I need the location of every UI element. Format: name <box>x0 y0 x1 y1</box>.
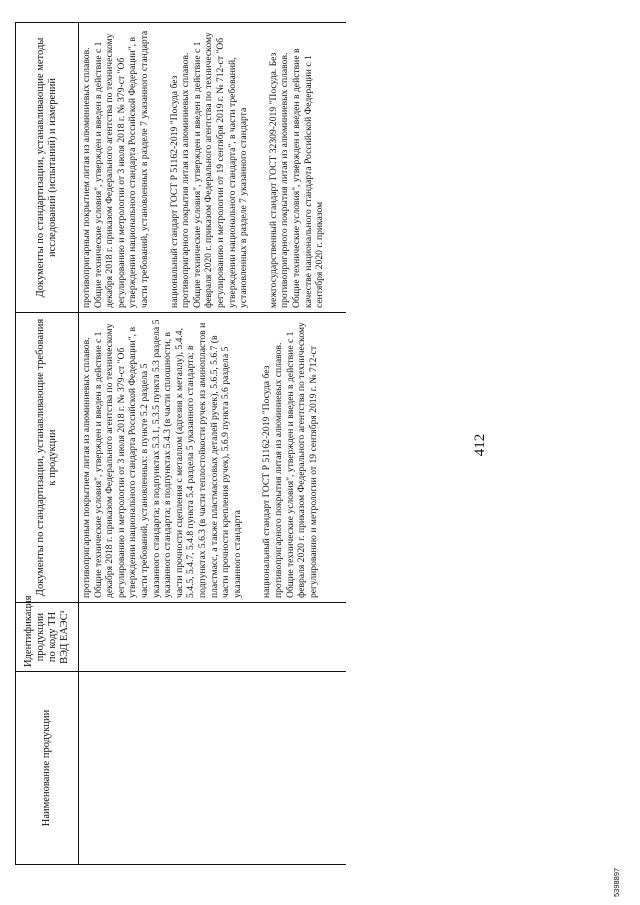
methods-paragraph: национальный стандарт ГОСТ Р 51162-2019 "Посуда без противопригарного покрытия литая из алюминиевых сплавов. Общие технические условия", утвержден и введен в действие с 1 февраля 2020 г. приказом Федерального агентства по техническому регулированию и метрологии от 19 сентября 2019 г. № 712-ст "Об утверждении национального стандарта", в части требований, установленных в разделе 7 указанного стандарта <box>168 32 250 308</box>
cell-requirements <box>79 313 346 603</box>
cell-test-methods <box>79 23 346 313</box>
document-id: 5398897 <box>612 867 621 897</box>
methods-paragraph: противопригарным покрытием литая из алюминиевых сплавов. Общие технические условия", утвержден и введен в действие с 1 декабря 2018 г. приказом Федерального агентства по техническому регулированию и метрологии от 3 июля 2018 г. № 379-ст "Об утверждении национального стандарта Российской Федерации", в части требований, установленных в разделе 7 указанного стандарта <box>81 30 150 308</box>
cell-product-name <box>79 672 346 865</box>
methods-paragraph: межгосударственный стандарт ГОСТ 32309-2019 "Посуда. Без противопригарного покрытия литая из алюминиевых сплавов. Общие технические условия", утвержден и введен в действие в качестве национального стандарта Российской Федерации с 1 сентября 2020 г. приказом <box>267 48 326 308</box>
table-header-row <box>16 23 79 865</box>
page-number: 412 <box>472 433 488 457</box>
standards-table <box>15 22 346 865</box>
requirements-paragraph: противопригарным покрытием литая из алюминиевых сплавов. Общие технические условия", утвержден и введен в действие с 1 декабря 2018 г. приказом Федерального агентства по техническому регулированию и метрологии от 3 июля 2018 г. № 379-ст "Об утверждении национального стандарта Российской Федерации", в части требований, установленных: в пункте 5.2 раздела 5 указанного стандарта; в подпунктах 5.3.1, 5.3.5 пункта 5.3 раздела 5 указанного стандарта; в подпунктах 5.4.3 (в части сплошности, в части прочности сцепления с металлом (адгезия к металлу), 5.4.4, 5.4.5, 5.4.7, 5.4.8 пункта 5.4 раздела 5 указанного стандарта; в подпунктах 5.6.3 (в части теплостойкости ручек из аминопластов и пластмасс, а также пластмассовых деталей ручек), 5.6.5, 5.6.7 (в части прочности крепления ручек), 5.6.9 пункта 5.6 раздела 5 указанного стандарта <box>81 319 243 598</box>
header-test-methods-standards: Документы по стандартизации, устанавливающие методы исследований (испытаний) и измерений <box>16 23 79 313</box>
header-product-name: Наименование продукции <box>16 672 79 865</box>
header-requirements-standards: Документы по стандартизации, устанавливающие требования к продукции <box>16 313 79 603</box>
requirements-paragraph: национальный стандарт ГОСТ Р 51162-2019 "Посуда без противопригарного покрытия литая из алюминиевых сплавов. Общие технические условия", утвержден и введен в действие с 1 февраля 2020 г. приказом Федерального агентства по техническому регулированию и метрологии от 19 сентября 2019 г. № 712-ст <box>261 322 319 598</box>
cell-tn-ved-code <box>79 603 346 672</box>
header-tn-ved-code: Идентификация продукции по коду ТН ВЭД ЕАЭС¹ <box>16 603 79 672</box>
table-row <box>79 23 346 865</box>
